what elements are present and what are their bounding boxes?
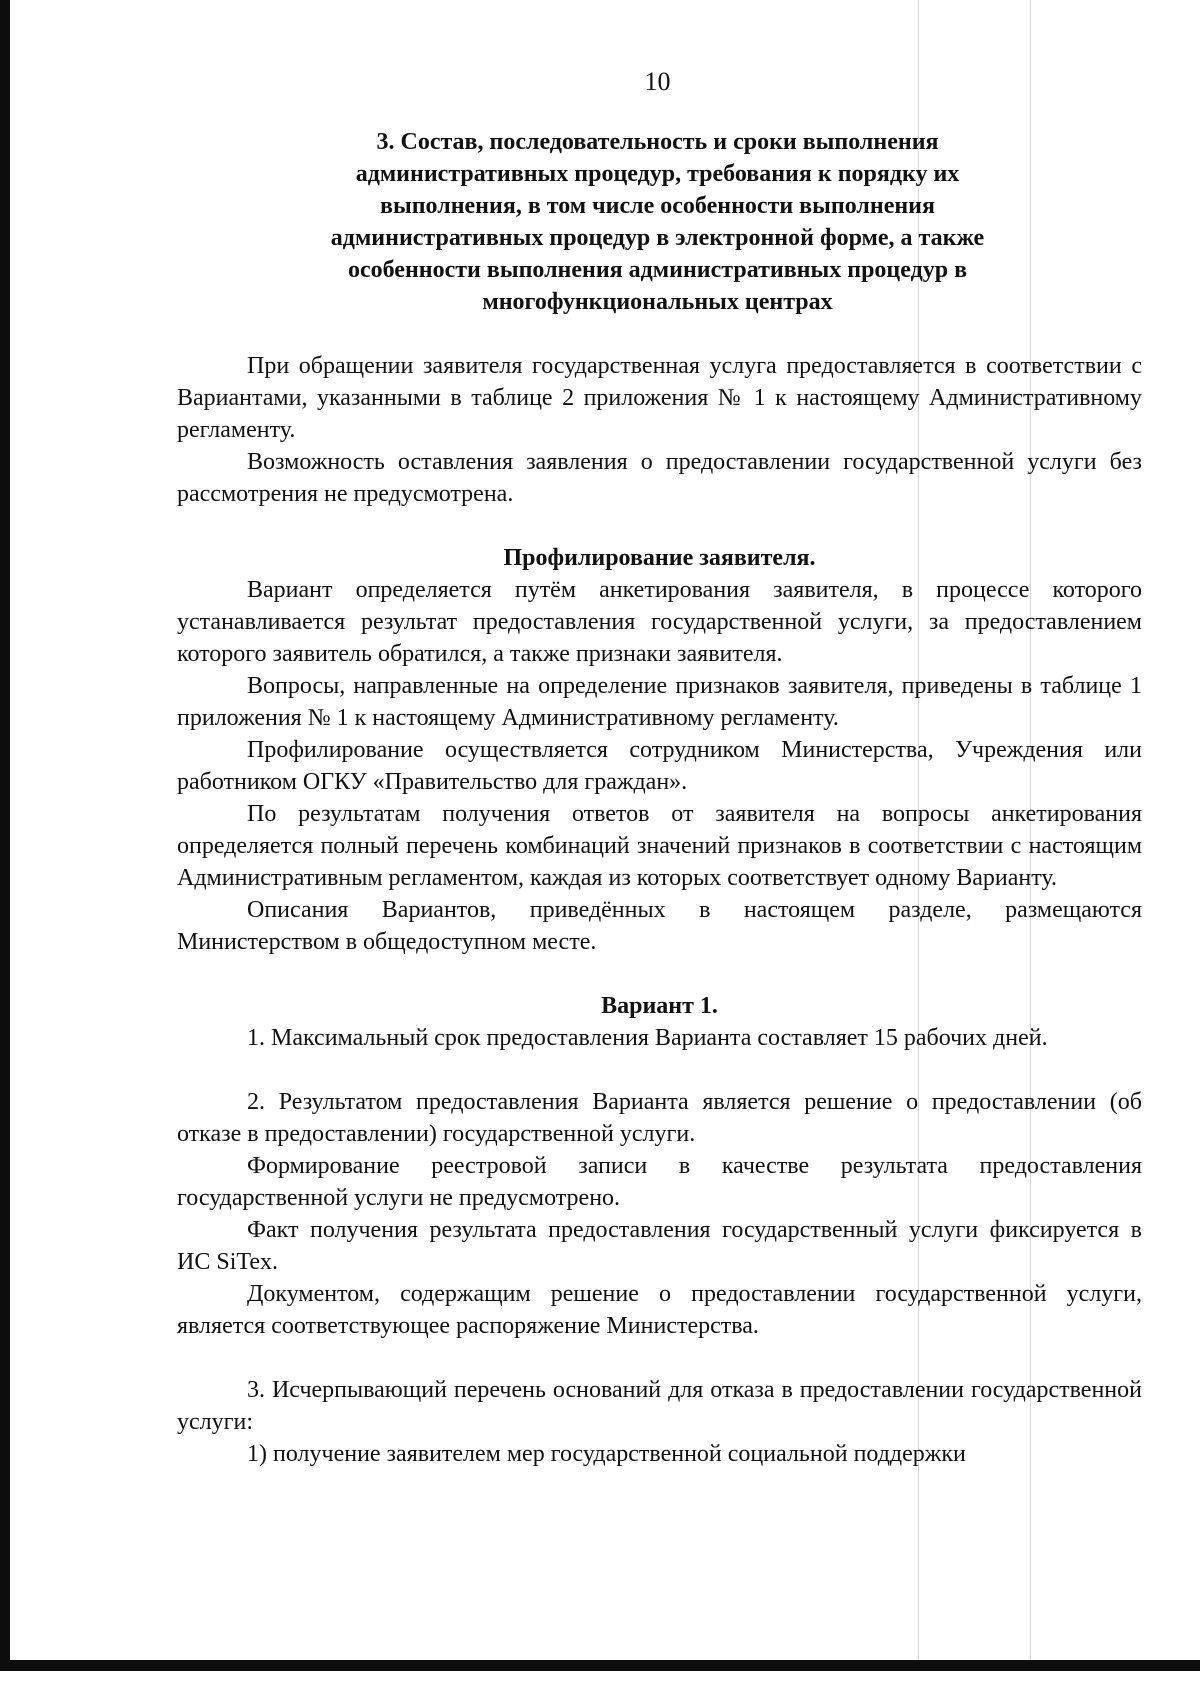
paragraph: Формирование реестровой записи в качестве результата предоставления государственной услуги не предусмотрено. [177, 1153, 1142, 1211]
sub-list-item: 1) получение заявителем мер государственной социальной поддержки [247, 1441, 966, 1467]
paragraph: Возможность оставления заявления о предоставлении государственной услуги без рассмотрения не предусмотрена. [177, 449, 1142, 507]
list-item: 1. Максимальный срок предоставления Варианта составляет 15 рабочих дней. [247, 1025, 1048, 1051]
paragraph: При обращении заявителя государственная услуга предоставляется в соответствии с Вариантами, указанными в таблице 2 приложения № 1 к настоящему Административному регламенту. [177, 353, 1142, 443]
paragraph: Вариант определяется путём анкетирования заявителя, в процессе которого устанавливается результат предоставления государственной услуги, за предоставлением которого заявитель обратился, а также признаки заявителя. [177, 577, 1142, 667]
scan-edge-left [0, 0, 10, 1668]
scan-edge-bottom [0, 1660, 1200, 1671]
section-title: 3. Состав, последовательность и сроки выполнения административных процедур, требования к порядку их выполнения, в том числе особенности выполнения административных процедур в электронной форме, а также особенности выполнения административных процедур в многофункциональных центрах [330, 129, 985, 315]
paragraph: Вопросы, направленные на определение признаков заявителя, приведены в таблице 1 приложения № 1 к настоящему Административному регламенту. [177, 673, 1142, 731]
paragraph: Описания Вариантов, приведённых в настоящем разделе, размещаются Министерством в общедоступном месте. [177, 897, 1142, 955]
page-number: 10 [644, 67, 671, 96]
paragraph: Профилирование осуществляется сотрудником Министерства, Учреждения или работником ОГКУ «Правительство для граждан». [177, 737, 1142, 795]
paragraph: Факт получения результата предоставления государственный услуги фиксируется в ИС SiTex. [177, 1217, 1142, 1275]
subheading-profiling: Профилирование заявителя. [503, 545, 816, 571]
subheading-variant-1: Вариант 1. [601, 993, 718, 1019]
document-body [177, 350, 1142, 1470]
list-item: 3. Исчерпывающий перечень оснований для отказа в предоставлении государственной услуги: [177, 1377, 1142, 1435]
paragraph: Документом, содержащим решение о предоставлении государственной услуги, является соответствующее распоряжение Министерства. [177, 1281, 1142, 1339]
paragraph: По результатам получения ответов от заявителя на вопросы анкетирования определяется полный перечень комбинаций значений признаков в соответствии с настоящим Административным регламентом, каждая из которых соответствует одному Варианту. [177, 801, 1142, 891]
list-item: 2. Результатом предоставления Варианта является решение о предоставлении (об отказе в предоставлении) государственной услуги. [177, 1089, 1142, 1147]
